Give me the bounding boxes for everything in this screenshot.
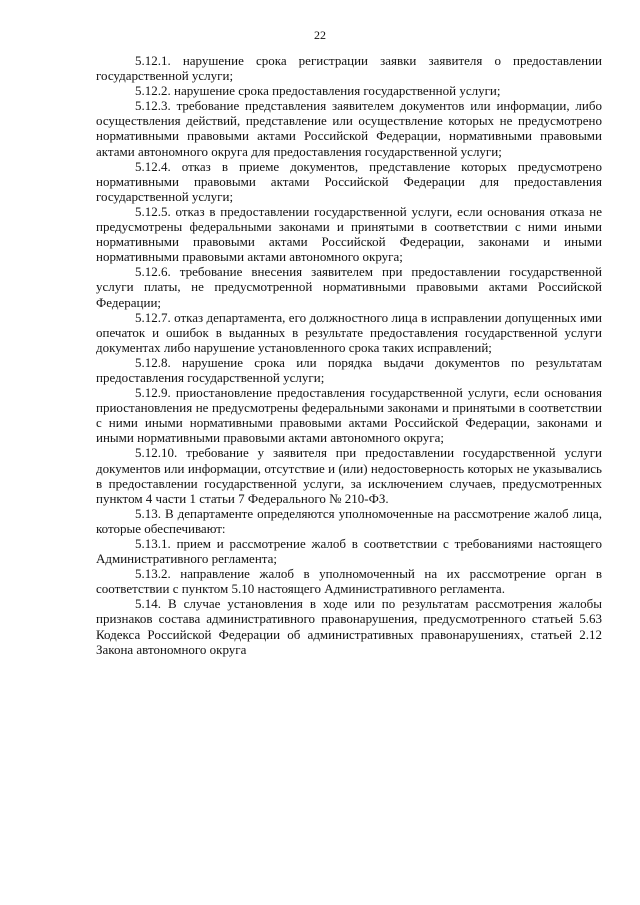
page-number: 22 — [314, 28, 326, 42]
paragraph-5-13-2: 5.13.2. направление жалоб в уполномоченный на их рассмотрение орган в соответствии с пунктом 5.10 настоящего Административного регламента. — [96, 566, 602, 597]
document-body — [96, 53, 602, 657]
paragraph-5-13-1: 5.13.1. прием и рассмотрение жалоб в соответствии с требованиями настоящего Административного регламента; — [96, 536, 602, 567]
paragraph-5-12-3: 5.12.3. требование представления заявителем документов или информации, либо осуществления действий, представление или осуществление которых не предусмотрено нормативными правовыми актами Российской Федерации, нормативными правовыми актами автономного округа для предоставления государственной услуги; — [96, 98, 602, 159]
paragraph-5-12-2: 5.12.2. нарушение срока предоставления государственной услуги; — [135, 83, 501, 99]
paragraph-5-12-10: 5.12.10. требование у заявителя при предоставлении государственной услуги документов или информации, отсутствие и (или) недостоверность которых не указывались в предоставлении государственной услуги, за исключением случаев, предусмотренных пунктом 4 части 1 статьи 7 Федерального № 210-ФЗ. — [96, 445, 602, 506]
paragraph-5-12-1: 5.12.1. нарушение срока регистрации заявки заявителя о предоставлении государственной услуги; — [96, 53, 602, 84]
paragraph-5-12-6: 5.12.6. требование внесения заявителем при предоставлении государственной услуги платы, не предусмотренной нормативными правовыми актами Российской Федерации; — [96, 264, 602, 310]
paragraph-5-12-9: 5.12.9. приостановление предоставления государственной услуги, если основания приостановления не предусмотрены федеральными законами и принятыми в соответствии с ними иными нормативными правовыми актами Российской Федерации, законами и иными нормативными правовыми актами автономного округа; — [96, 385, 602, 446]
paragraph-5-13: 5.13. В департаменте определяются уполномоченные на рассмотрение жалоб лица, которые обеспечивают: — [96, 505, 602, 536]
paragraph-5-12-7: 5.12.7. отказ департамента, его должностного лица в исправлении допущенных ими опечаток и ошибок в выданных в результате предоставления государственной услуги документах либо нарушение установленного срока таких исправлений; — [96, 309, 602, 355]
paragraph-5-12-8: 5.12.8. нарушение срока или порядка выдачи документов по результатам предоставления государственной услуги; — [96, 354, 602, 385]
paragraph-5-12-4: 5.12.4. отказ в приеме документов, представление которых предусмотрено нормативными правовыми актами Российской Федерации для предоставления государственной услуги; — [96, 158, 602, 204]
paragraph-5-12-5: 5.12.5. отказ в предоставлении государственной услуги, если основания отказа не предусмотрены федеральными законами и принятыми в соответствии с ними иными нормативными правовыми актами Российской Федерации, законами и иными нормативными правовыми актами автономного округа; — [96, 203, 602, 265]
paragraph-5-14: 5.14. В случае установления в ходе или по результатам рассмотрения жалобы признаков состава административного правонарушения, предусмотренного статьей 5.63 Кодекса Российской Федерации об административных правонарушениях, статьей 2.12 Закона автономного округа — [96, 596, 602, 657]
